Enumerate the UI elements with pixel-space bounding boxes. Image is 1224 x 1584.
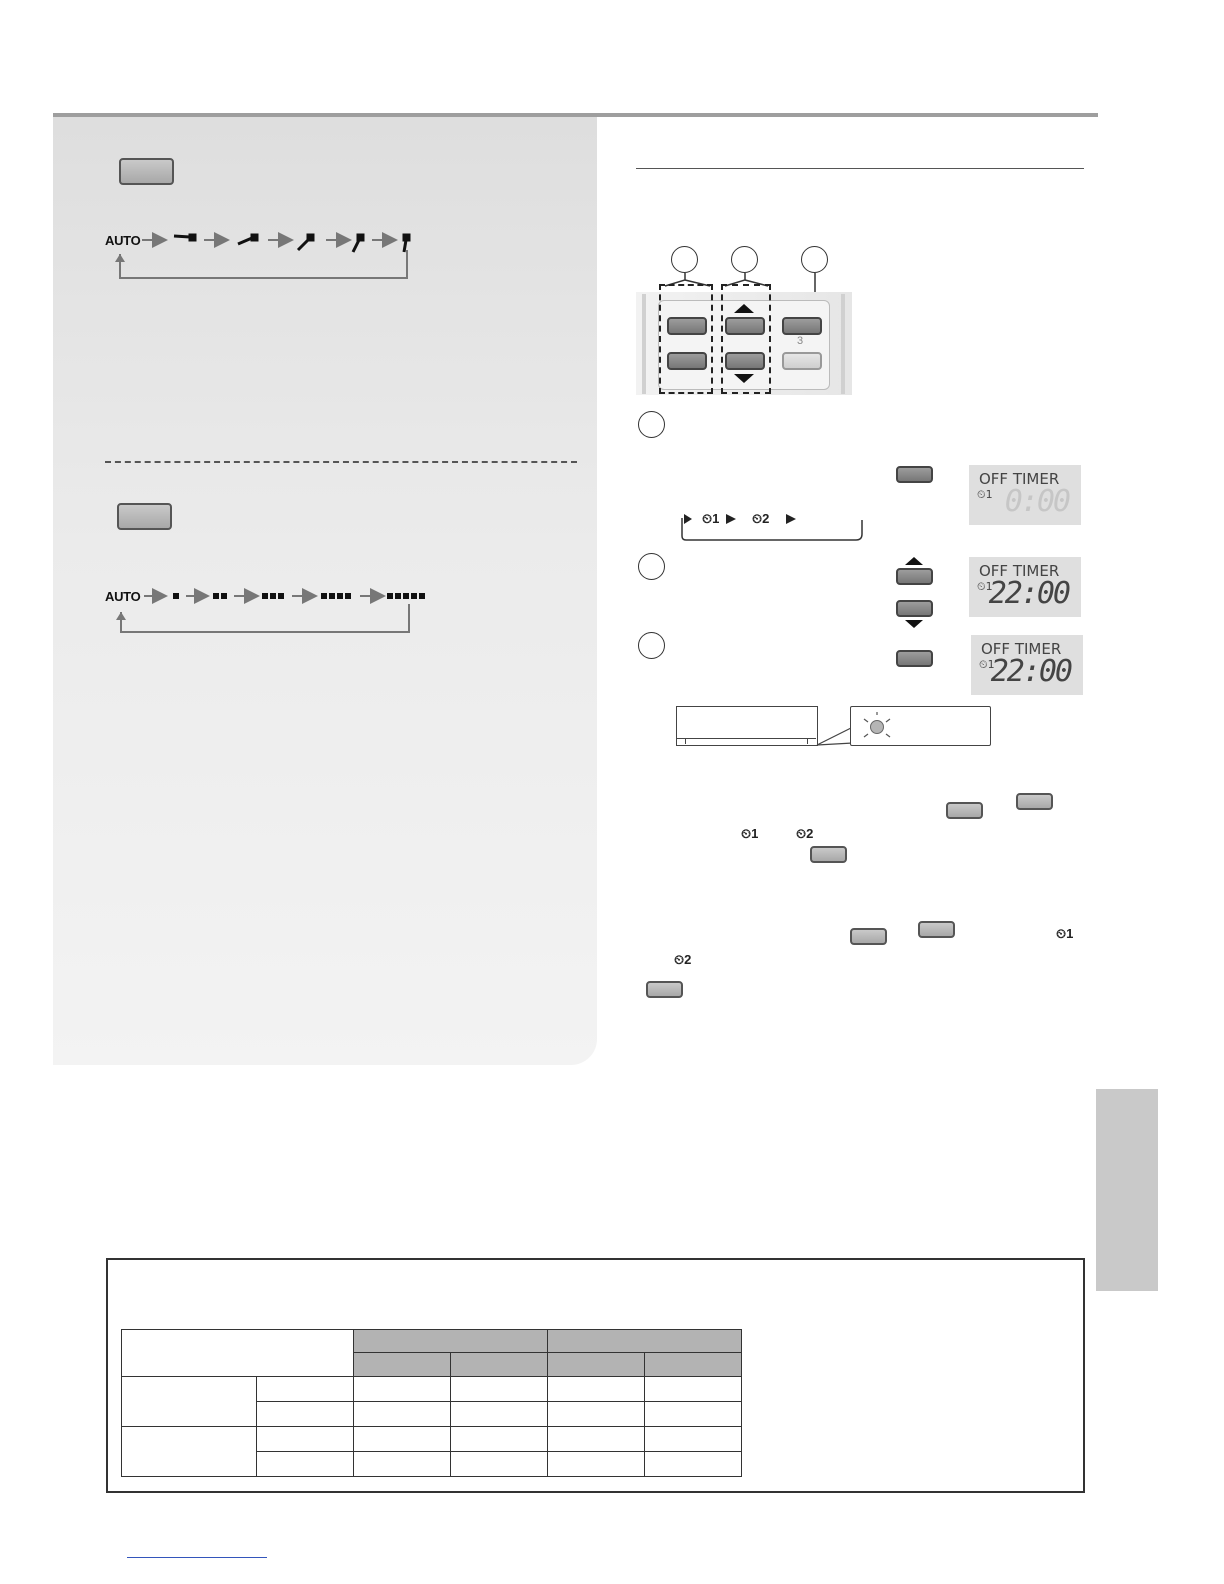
step-2-down-button[interactable] bbox=[896, 600, 933, 617]
table-subheader bbox=[548, 1353, 645, 1377]
table-group-header-2 bbox=[548, 1330, 742, 1353]
timer-indicator-callout bbox=[850, 706, 991, 746]
side-index-tab bbox=[1096, 1089, 1158, 1291]
note-a-button-1[interactable] bbox=[946, 802, 983, 819]
table-row-label bbox=[257, 1402, 354, 1427]
callout-3 bbox=[801, 246, 828, 273]
note-a-timer-2-icon: ⏲2 bbox=[796, 826, 814, 841]
fan-speed-button[interactable] bbox=[117, 503, 172, 530]
table-cell bbox=[451, 1427, 548, 1452]
table-row-label bbox=[257, 1377, 354, 1402]
fan-speed-sequence bbox=[100, 582, 440, 638]
airflow-auto-label: AUTO bbox=[105, 233, 141, 248]
note-b-timer-2-icon: ⏲2 bbox=[674, 952, 692, 967]
table-corner-cell bbox=[122, 1330, 354, 1377]
step-3-marker bbox=[638, 632, 665, 659]
table-cell bbox=[451, 1452, 548, 1477]
footer-link[interactable] bbox=[127, 1557, 267, 1558]
remote-down-button[interactable] bbox=[725, 352, 765, 370]
callout-2 bbox=[731, 246, 758, 273]
right-section-rule bbox=[636, 168, 1084, 169]
remote-up-button[interactable] bbox=[725, 317, 765, 335]
table-cell bbox=[548, 1377, 645, 1402]
remote-down-arrow-icon bbox=[734, 374, 754, 383]
note-b-button-2[interactable] bbox=[918, 921, 955, 938]
table-cell bbox=[548, 1452, 645, 1477]
table-cell bbox=[354, 1452, 451, 1477]
step-1-timer-button[interactable] bbox=[896, 466, 933, 483]
table-cell bbox=[645, 1452, 742, 1477]
lcd-display-step-3: OFF TIMER ⏲1 22:00 bbox=[971, 635, 1083, 695]
table-cell bbox=[645, 1377, 742, 1402]
table-row-label bbox=[257, 1427, 354, 1452]
table-cell bbox=[548, 1402, 645, 1427]
step-2-down-arrow-icon bbox=[905, 620, 923, 628]
timer-1-icon: ⏲1 bbox=[702, 511, 720, 526]
section-divider bbox=[105, 461, 577, 463]
table-subheader bbox=[645, 1353, 742, 1377]
table-cell bbox=[354, 1377, 451, 1402]
lcd-display-step-1: OFF TIMER ⏲1 0:00 bbox=[969, 465, 1081, 525]
table-cell bbox=[354, 1427, 451, 1452]
note-b-button-1[interactable] bbox=[850, 928, 887, 945]
step-3-set-button[interactable] bbox=[896, 650, 933, 667]
dashed-group-1 bbox=[659, 284, 713, 394]
note-b-timer-1-icon: ⏲1 bbox=[1056, 926, 1074, 941]
note-b-button-3[interactable] bbox=[646, 981, 683, 998]
fan-auto-label: AUTO bbox=[105, 589, 141, 604]
airflow-direction-button[interactable] bbox=[119, 158, 174, 185]
indicator-leader-lines bbox=[815, 725, 855, 747]
callout-1 bbox=[671, 246, 698, 273]
table-cell bbox=[645, 1427, 742, 1452]
note-a-button-3[interactable] bbox=[810, 846, 847, 863]
step-2-up-button[interactable] bbox=[896, 568, 933, 585]
remote-set-button[interactable] bbox=[782, 317, 822, 335]
step-1-marker bbox=[638, 411, 665, 438]
remote-timer-on-button[interactable] bbox=[667, 317, 707, 335]
table-row-label bbox=[257, 1452, 354, 1477]
timer-2-icon: ⏲2 bbox=[752, 511, 770, 526]
step-2-marker bbox=[638, 553, 665, 580]
remote-cancel-button[interactable] bbox=[782, 352, 822, 370]
note-a-button-2[interactable] bbox=[1016, 793, 1053, 810]
remote-button-number: 3 bbox=[797, 335, 804, 347]
lcd-display-step-2: OFF TIMER ⏲1 22:00 bbox=[969, 557, 1081, 617]
table-cell bbox=[451, 1402, 548, 1427]
airflow-direction-sequence bbox=[100, 226, 430, 286]
spec-table bbox=[121, 1329, 742, 1477]
table-group-header-1 bbox=[354, 1330, 548, 1353]
table-row-group-label bbox=[122, 1377, 257, 1427]
remote-up-arrow-icon bbox=[734, 304, 754, 313]
step-2-up-arrow-icon bbox=[905, 557, 923, 565]
indoor-unit-illustration bbox=[676, 706, 818, 746]
table-cell bbox=[354, 1402, 451, 1427]
note-a-timer-1-icon: ⏲1 bbox=[741, 826, 759, 841]
table-cell bbox=[451, 1377, 548, 1402]
table-row-group-label bbox=[122, 1427, 257, 1477]
table-cell bbox=[548, 1427, 645, 1452]
table-subheader bbox=[451, 1353, 548, 1377]
table-cell bbox=[645, 1402, 742, 1427]
table-subheader bbox=[354, 1353, 451, 1377]
remote-timer-off-button[interactable] bbox=[667, 352, 707, 370]
